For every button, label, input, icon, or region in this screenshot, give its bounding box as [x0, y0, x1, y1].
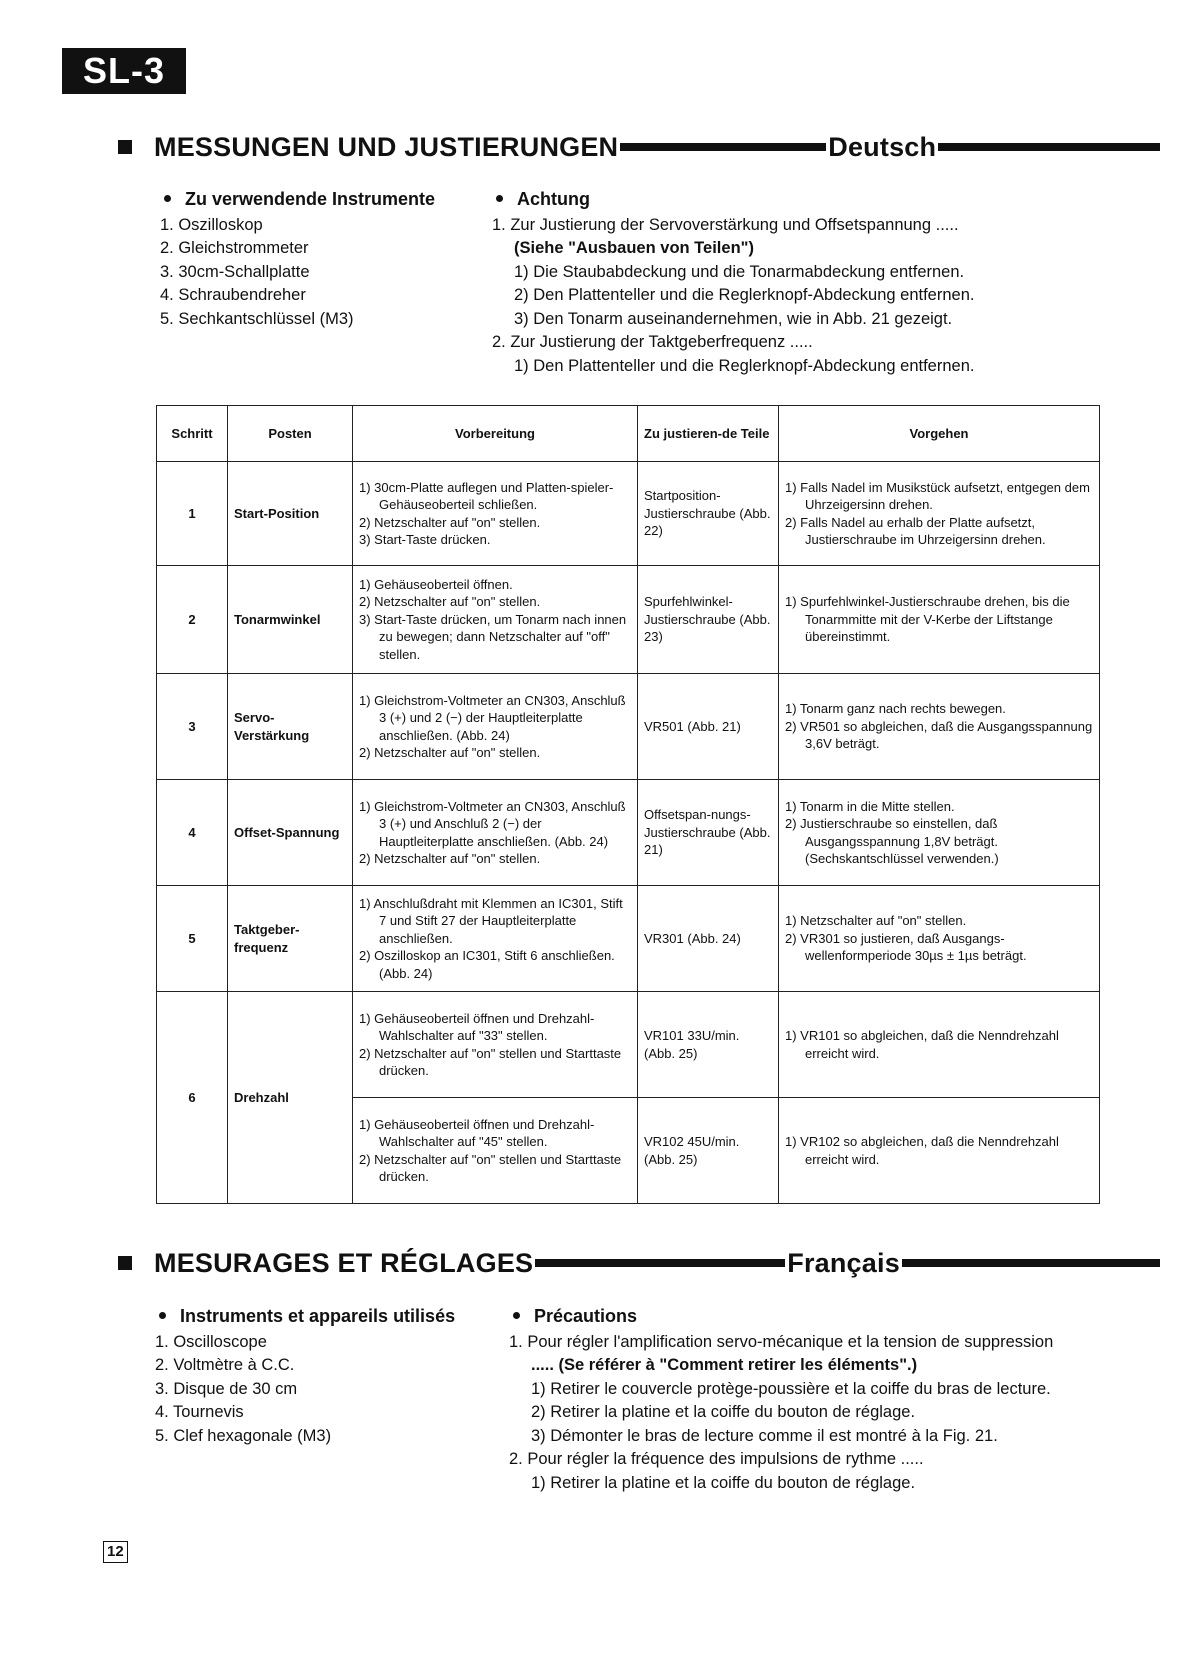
cell-procedure [779, 1098, 1100, 1204]
list-item: 4. Schraubendreher [160, 286, 306, 304]
list-item: 1. Zur Justierung der Servoverstärkung und Offsetspannung ..... [492, 215, 959, 234]
table-header-row [157, 406, 1100, 462]
cell-line: 1) Falls Nadel im Musikstück aufsetzt, entgegen dem Uhrzeigersinn drehen. [785, 479, 1090, 512]
cell-line: 2) Netzschalter auf "on" stellen und Starttaste drücken. [359, 1151, 622, 1184]
list-item: 2. Zur Justierung der Taktgeberfrequenz ..... [492, 333, 813, 351]
cell-line: 1) VR101 so abgleichen, daß die Nenndrehzahl erreicht wird. [785, 1028, 1059, 1061]
cell-line: 3) Start-Taste drücken, um Tonarm nach innen zu bewegen; dann Netzschalter auf "off" stellen. [359, 611, 627, 662]
cell-parts: VR301 (Abb. 24) [638, 886, 779, 992]
cell-item: Start-Position [228, 462, 353, 566]
cell-prep [353, 886, 638, 992]
cell-line: 1) Gleichstrom-Voltmeter an CN303, Anschluß 3 (+) und Anschluß 2 (−) der Hauptleiterplatte anschließen. (Abb. 24) [359, 798, 626, 849]
cell-prep [353, 462, 638, 566]
list-item: 3) Démonter le bras de lecture comme il est montré à la Fig. 21. [531, 1426, 998, 1445]
cell-line: 2) Netzschalter auf "on" stellen. [359, 594, 541, 610]
cell-line: 2) Falls Nadel au erhalb der Platte aufsetzt, Justierschraube im Uhrzeigersinn drehen. [785, 514, 1046, 547]
cell-step: 4 [157, 780, 228, 886]
cell-item: Servo-Verstärkung [228, 674, 353, 780]
cell-line: 2) Oszilloskop an IC301, Stift 6 anschließen. (Abb. 24) [359, 948, 615, 981]
header-rule [535, 1259, 785, 1267]
list-item: 2) Retirer la platine et la coiffe du bouton de réglage. [531, 1403, 916, 1421]
cell-line: 1) Spurfehlwinkel-Justierschraube drehen, bis die Tonarmmitte mit der V-Kerbe der Liftstange übereinstimmt. [785, 594, 1070, 645]
section-language-fr: Français [787, 1247, 900, 1278]
cell-item: Taktgeber-frequenz [228, 886, 353, 992]
bullet-dot-icon [513, 1312, 520, 1319]
list-item: 1) Den Plattenteller und die Reglerknopf-Abdeckung entfernen. [514, 356, 975, 375]
cell-line: 1) VR102 so abgleichen, daß die Nenndrehzahl erreicht wird. [785, 1134, 1059, 1167]
cell-prep [353, 566, 638, 674]
list-item: 2. Gleichstrommeter [160, 239, 309, 257]
cell-line: 1) Anschlußdraht mit Klemmen an IC301, Stift 7 und Stift 27 der Hauptleiterplatte anschließen. [359, 895, 623, 946]
adjustment-table [156, 405, 1100, 1204]
list-item: 4. Tournevis [155, 1403, 244, 1421]
cell-line: 2) VR301 so justieren, daß Ausgangs-wellenformperiode 30µs ± 1µs beträgt. [785, 930, 1027, 964]
bullet-dot-icon [496, 195, 503, 202]
table-row [157, 462, 1100, 566]
cell-line: 3) Start-Taste drücken. [359, 532, 491, 547]
header-rule [620, 143, 826, 151]
column-header: Schritt [157, 406, 228, 462]
section-title-fr: MESURAGES ET RÉGLAGES [154, 1247, 534, 1278]
list-item: 1) Retirer la platine et la coiffe du bouton de réglage. [531, 1473, 916, 1492]
column-header: Zu justieren-de Teile [638, 406, 779, 462]
cell-parts: VR501 (Abb. 21) [638, 674, 779, 780]
table-row [157, 780, 1100, 886]
cell-step: 3 [157, 674, 228, 780]
section-header-fr [118, 1243, 1162, 1283]
cell-parts: VR101 33U/min. (Abb. 25) [638, 992, 779, 1098]
cell-line: 1) Gleichstrom-Voltmeter an CN303, Anschluß 3 (+) und 2 (−) der Hauptleiterplatte anschließen. (Abb. 24) [359, 692, 626, 743]
cell-parts: VR102 45U/min. (Abb. 25) [638, 1098, 779, 1204]
cell-step: 2 [157, 566, 228, 674]
cell-item: Drehzahl [228, 992, 353, 1204]
cell-line: 1) Gehäuseoberteil öffnen. [359, 576, 513, 592]
list-item: 2) Den Plattenteller und die Reglerknopf-Abdeckung entfernen. [514, 286, 975, 304]
cell-line: 2) VR501 so abgleichen, daß die Ausgangsspannung 3,6V beträgt. [785, 718, 1093, 752]
column-header: Posten [228, 406, 353, 462]
list-item: (Siehe "Ausbauen von Teilen") [514, 239, 754, 257]
caution-heading-fr: Précautions [509, 1305, 1109, 1329]
header-rule [938, 143, 1160, 151]
section-header-de [118, 127, 1162, 167]
instruments-heading-de: Zu verwendende Instrumente [160, 188, 480, 212]
cell-procedure [779, 780, 1100, 886]
caution-de [492, 188, 1052, 378]
list-item: 3. Disque de 30 cm [155, 1379, 298, 1398]
cell-prep [353, 780, 638, 886]
section-language-de: Deutsch [828, 131, 937, 162]
cell-procedure [779, 886, 1100, 992]
list-item: 5. Clef hexagonale (M3) [155, 1426, 332, 1445]
cell-prep [353, 674, 638, 780]
cell-line: 2) Netzschalter auf "on" stellen. [359, 851, 541, 866]
cell-procedure [779, 992, 1100, 1098]
list-item: 1. Pour régler l'amplification servo-mécanique et la tension de suppression [509, 1332, 1054, 1351]
cell-line: 1) Tonarm ganz nach rechts bewegen. [785, 701, 1006, 717]
cell-parts: Spurfehlwinkel-Justierschraube (Abb. 23) [638, 566, 779, 674]
cell-item: Offset-Spannung [228, 780, 353, 886]
list-item: 1. Oscilloscope [155, 1332, 267, 1351]
cell-step: 1 [157, 462, 228, 566]
column-header: Vorbereitung [353, 406, 638, 462]
list-item: 1) Die Staubabdeckung und die Tonarmabdeckung entfernen. [514, 262, 965, 281]
instruments-heading-fr: Instruments et appareils utilisés [155, 1305, 495, 1329]
cell-prep [353, 992, 638, 1098]
list-item: 1. Oszilloskop [160, 215, 263, 234]
cell-line: 1) Tonarm in die Mitte stellen. [785, 798, 955, 814]
cell-step: 5 [157, 886, 228, 992]
cell-line: 1) 30cm-Platte auflegen und Platten-spieler-Gehäuseoberteil schließen. [359, 479, 614, 512]
bullet-dot-icon [164, 195, 171, 202]
cell-line: 2) Netzschalter auf "on" stellen. [359, 745, 541, 760]
bullet-square-icon [118, 140, 132, 154]
list-item: 3) Den Tonarm auseinandernehmen, wie in Abb. 21 gezeigt. [514, 309, 953, 328]
cell-line: 1) Gehäuseoberteil öffnen und Drehzahl-Wahlschalter auf "33" stellen. [359, 1010, 595, 1043]
cell-line: 1) Gehäuseoberteil öffnen und Drehzahl-Wahlschalter auf "45" stellen. [359, 1116, 595, 1149]
page-number: 12 [103, 1541, 128, 1563]
list-item: 2. Voltmètre à C.C. [155, 1356, 295, 1374]
list-item: 5. Sechkantschlüssel (M3) [160, 309, 354, 328]
cell-line: 2) Netzschalter auf "on" stellen und Starttaste drücken. [359, 1045, 622, 1078]
instruments-de [160, 188, 480, 331]
table-row [157, 992, 1100, 1098]
table-row [157, 886, 1100, 992]
cell-procedure [779, 674, 1100, 780]
cell-prep [353, 1098, 638, 1204]
column-header: Vorgehen [779, 406, 1100, 462]
list-item: ..... (Se référer à "Comment retirer les éléments".) [531, 1356, 918, 1374]
caution-fr [509, 1305, 1109, 1495]
model-badge: SL-3 [62, 48, 186, 94]
instruments-fr [155, 1305, 495, 1448]
cell-procedure [779, 566, 1100, 674]
cell-step: 6 [157, 992, 228, 1204]
cell-line: 2) Justierschraube so einstellen, daß Ausgangsspannung 1,8V beträgt. (Sechskantschlüssel verwenden.) [785, 816, 999, 866]
list-item: 2. Pour régler la fréquence des impulsions de rythme ..... [509, 1450, 924, 1468]
cell-item: Tonarmwinkel [228, 566, 353, 674]
caution-heading-de: Achtung [492, 188, 1052, 212]
cell-parts: Startposition-Justierschraube (Abb. 22) [638, 462, 779, 566]
list-item: 3. 30cm-Schallplatte [160, 262, 310, 281]
list-item: 1) Retirer le couvercle protège-poussière et la coiffe du bras de lecture. [531, 1379, 1051, 1398]
bullet-square-icon [118, 1256, 132, 1270]
table-row [157, 674, 1100, 780]
cell-parts: Offsetspan-nungs-Justierschraube (Abb. 21) [638, 780, 779, 886]
table-row [157, 566, 1100, 674]
cell-line: 1) Netzschalter auf "on" stellen. [785, 913, 967, 929]
section-title-de: MESSUNGEN UND JUSTIERUNGEN [154, 131, 619, 162]
cell-procedure [779, 462, 1100, 566]
bullet-dot-icon [159, 1312, 166, 1319]
header-rule [902, 1259, 1160, 1267]
cell-line: 2) Netzschalter auf "on" stellen. [359, 514, 541, 530]
